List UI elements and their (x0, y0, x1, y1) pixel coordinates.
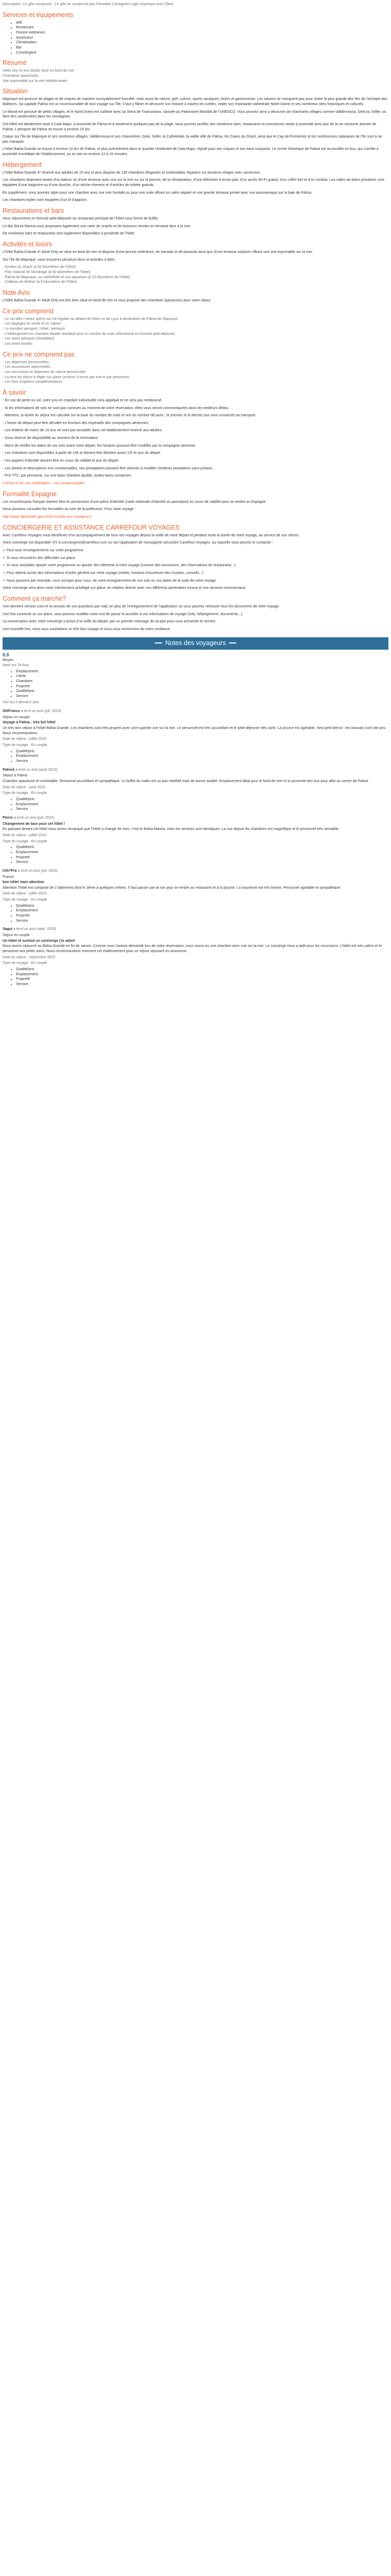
review-type: Type de voyage : En couple (3, 839, 47, 843)
cancellation-link[interactable]: Crèche et lits non modifiables – non remboursables (3, 482, 85, 486)
review-header (3, 869, 388, 874)
savoir-title: À savoir (3, 388, 26, 396)
criteria-item: • Qualité/prix (16, 797, 388, 802)
list-item: • Conciergerie (16, 50, 388, 56)
situation-title: Situation (3, 88, 28, 95)
review-type: Type de voyage : En couple (3, 791, 47, 795)
conciergerie-paragraph: ✓ Si vous rencontrez des difficultés sur place (3, 556, 75, 560)
list-item: • Bar (16, 45, 388, 50)
review-card (3, 927, 388, 987)
criteria-item: • Chambres (16, 679, 388, 684)
restauration-paragraph: Le Bar Bonia Marina vous proposera également une carte de snacks et de boissons servies en terrasse face à la mer. (3, 224, 191, 228)
banner-rule (155, 642, 162, 643)
review-date: a écrit un avis (sept. 2023) (13, 927, 56, 931)
conciergerie-title: CONCIERGERIE ET ASSISTANCE CARREFOUR VOYAGES (3, 523, 180, 531)
criteria-item: • Service (16, 807, 388, 812)
review-author: Pierre (3, 816, 13, 820)
savoir-paragraph: - L’heure de départ peut être décalée en fonction des impératifs des compagnies aériennes. (3, 421, 150, 425)
review-body: Chambre spacieuse et confortable. Personnel accueillant et sympathique. Le buffet du matin est un peu répétitif mais de bonne qualité. Emplacement idéal pour le bord de mer et la proximité des bus pour aller au centre de Palma. (3, 779, 369, 783)
review-header (3, 927, 388, 932)
overall-rating (3, 652, 388, 705)
criteria-list (3, 669, 388, 699)
criteria-item: • Propreté (16, 977, 388, 982)
review-title: Changement de taxe pour cet hôtel ! (3, 822, 65, 826)
conciergerie-paragraph: ✓ Pour tous renseignements sur votre programme (3, 549, 84, 552)
comprend-title: Ce prix comprend (3, 307, 54, 315)
savoir-list (3, 398, 388, 486)
review-date: a écrit un avis (juin 2023) (13, 816, 55, 820)
services-title: Services et équipements (3, 11, 73, 19)
conciergerie-paragraph: Votre concierge est disponible 7j/7 à conciergerie@carrefour.com ou via l’application de messagerie sécurisée Carrefour Voyages, sur laquelle vous pouvez le contacter : (3, 541, 273, 545)
review-card (3, 816, 388, 865)
list-item: • Climatisation (16, 40, 388, 45)
review-stay-date: Date du séjour : juillet 2023 (3, 737, 46, 741)
list-item: - L’hébergement en chambre double standard pour le nombre de nuits sélectionné en formule petit-déjeuner (3, 332, 175, 336)
restauration-paragraph: Vous séjournerez en formule petit-déjeuner au restaurant principal de l’hôtel sous forme de buffet. (3, 217, 159, 221)
criteria-item: • Propreté (16, 855, 388, 860)
criteria-item: • Emplacement (16, 908, 388, 913)
review-header (3, 768, 388, 773)
hebergement-paragraph: Les chambres triples sont équipées d’un lit d’appoint. (3, 198, 88, 202)
savoir-paragraph: - Vos papiers d’identité doivent être en cours de validité le jour du départ. (3, 459, 120, 463)
review-author: Sagui (3, 927, 13, 931)
formalite-paragraph: Les ressortissants français doivent être en possession d’une pièce d’identité (carte nationale d’identité ou passeport) en cours de validité pour se rendre en Espagne. (3, 500, 267, 504)
page (3, 0, 388, 1001)
list-item: • Piscine extérieure (16, 30, 388, 36)
hebergement-paragraph: En supplément, vous pourrez opter pour une chambre avec vue mer frontale ou pour une suite offrant un salon séparé et une grande terrasse privée avec vue panoramique sur la baie de Palma. (3, 191, 313, 195)
criteria-item: • Service (16, 982, 388, 987)
criteria-item: • Qualité/prix (16, 967, 388, 972)
intro-text: Description: Ce gîte comprend : Ce gîte ne comprend pas Formalité Consignée Logis Impotsion Avis Client (3, 3, 173, 6)
criteria-item: • Emplacement (16, 972, 388, 977)
review-stay-type: Séjour en couple (3, 715, 30, 719)
review-criteria (3, 904, 388, 924)
review-date: a écrit un avis (juil. 2023) (21, 709, 61, 714)
pascomprend-list (3, 360, 388, 385)
notes-banner (3, 637, 388, 650)
situation-paragraph: Majorque est pourvue de plages et de criques de manière incroyablement honnête, mais aussi de nature, golf, culture, sports nautiques, loisirs et gastronomie. Les raisons ne manquent pas pour visiter la plus grande des îles de l’archipel des Baléares. Sa capitale Palma est un incontournable de tout voyage sur l’île, il faut y flâner et découvrir son histoire à travers les ruelles, visiter son imposante cathédrale Notre-Dame et ses nombreux sites historiques et culturels. (3, 97, 387, 106)
review-stay-date: Date du séjour : juillet 2023 (3, 892, 46, 896)
list-item: - Les excursions et dépenses de nature personnelle (3, 370, 86, 374)
list-item: • Ascenseur (16, 36, 388, 41)
review-criteria (3, 797, 388, 812)
list-item: • Restaurant (16, 25, 388, 30)
resume-line: Chambres spacieuses (3, 74, 39, 78)
criteria-item: • Emplacement (16, 669, 388, 674)
list-item: - Le transfert aéroport / hôtel / aéroport (3, 327, 65, 331)
hebergement-title: Hébergement (3, 161, 42, 168)
list-item: - Les bagages en soute et en cabine (3, 322, 61, 326)
situation-paragraph: Coque sur l’île de Majorque et ses nombreux villages, Valldemossa et ses chaumières, Deià, Sóller, la Cathédrale, la vieille ville de Palma, les Caves du Drach, ainsi que le Cap de Formentor et les nombreuses calanques de l’île sont à ne pas manquer. (3, 135, 382, 144)
noteavis-paragraph: L’hôtel Bahia Grande 4* Adult Only est très bien situé en bord de mer et vous propose des chambres spacieuses pour votre séjour. (3, 298, 211, 302)
review-criteria (3, 967, 388, 987)
review-stay-type: Séjour en couple (3, 934, 30, 938)
place-item: · Grottes du Drach (à 60 kilomètres de l’hôtel) (3, 265, 76, 269)
review-type: Type de voyage : En couple (3, 961, 47, 965)
criteria-item: • Literie (16, 674, 388, 679)
situation-paragraph: Le littoral est ponctué de petits villages, et le Nord-Ouest est sublime avec sa Serra de Tramuntana, classée au Patrimoine Mondial de l’UNESCO. Vous pourrez ainsi y découvrir de charmants villages comme Valldemossa, Deià ou Sóller, ou faire des randonnées dans les montagnes. (3, 110, 386, 119)
activites-paragraph: Sur l’île de Majorque, vous trouverez plusieurs lieux et activités à faire : (3, 258, 117, 262)
review-date: a écrit un avis (juil. 2023) (18, 869, 58, 873)
review-title: Voyage à Palma : très bel hôtel (3, 721, 56, 725)
comment-paragraph: Une dernière version suivi et la session de vos questions par mail, en plus de l’enregistrement de l’application où vous pourrez retrouver tous les documents de votre voyage. (3, 604, 280, 608)
resume-line: Vue imprenable sur la mer Méditerranée (3, 79, 68, 83)
review-card (3, 768, 388, 812)
review-body: Attention l’hôtel est composé de 2 bâtiments dont le 2ème à quelques mètres. Il faut passer par la rue pour se rendre au restaurant et à la piscine. La nourriture est très bonne. Personnel agréable et sympathique. (3, 886, 341, 890)
review-body: Un très bon séjour à l’hôtel Bahia Grande. Les chambres sont très propres avec une superbe vue sur la mer. Le personnel est très accueillant et le petit-déjeuner très varié. La piscine est agréable. Seul petit bémol : les transats sont vite pris. Nous recommandons. (3, 726, 386, 735)
savoir-paragraph: - Si les informations de vols ne sont pas connues au moment de votre réservation, elles vous seront communiquées dans les meilleurs délais. (3, 406, 229, 410)
list-item: - La taxe de séjour à régler sur place (environ 3 euros par nuit et par personne) (3, 375, 129, 379)
resume-title: Résumé (3, 59, 27, 67)
savoir-paragraph: - En cas de perte ou vol, votre prix en chambre individuelle sera appliqué et ne sera pas remboursé. (3, 398, 162, 402)
review-criteria (3, 749, 388, 764)
criteria-item: • Emplacement (16, 802, 388, 807)
overall-based: basé sur 78 Avis (3, 663, 29, 667)
review-stay-date: Date du séjour : août 2023 (3, 785, 45, 789)
review-stay-date: Date du séjour : septembre 2023 (3, 955, 55, 959)
review-criteria (3, 845, 388, 865)
restauration-title: Restaurations et bars (3, 207, 64, 215)
criteria-item: • Qualité/prix (16, 845, 388, 850)
review-type: Type de voyage : En couple (3, 743, 47, 748)
savoir-paragraph: - Attention, la durée du séjour est calculée sur la base du nombre de nuits et non du nombre de jours : le premier et le dernier jour sont consacrés au transport. (3, 414, 256, 418)
review-author: Patrick (3, 768, 15, 772)
list-item: - Les frais d’options complémentaires (3, 380, 62, 384)
situation-paragraph: Cet hôtel est idéalement situé à Cala Major, à proximité de Palma et à seulement quelques pas de la plage. Vous pourrez profiter des nombreux bars, restaurants et commerces situés à proximité ainsi que de la vie nocturne animée de Palma. L’aéroport de Palma se trouve à environ 15 km. (3, 122, 377, 131)
resume-block (3, 69, 388, 83)
savoir-paragraph: - Les chambres sont disponibles à partir de 14h et doivent être libérées avant 12h le jour du départ. (3, 451, 161, 455)
review-stay-date: Date du séjour : juillet 2023 (3, 833, 46, 837)
noteavis-title: Note Avis (3, 289, 30, 296)
place-item: · Château de Bellver (à 5 kilomètres de l’hôtel) (3, 280, 77, 284)
formalite-paragraph: Nous pouvons consulter les formalités au sein de la préfecture. Pour votre voyage : (3, 507, 136, 512)
review-author: StéFrance (3, 709, 20, 714)
pascomprend-title: Ce prix ne comprend pas (3, 350, 75, 358)
reviews-count: Voir les 5 derniers avis (3, 701, 39, 705)
criteria-item: • Service (16, 919, 388, 924)
list-item: - Les assurances optionnelles (3, 365, 51, 369)
comment-paragraph: Une fois connecté ou sur place, vous pourrez modifier votre mot de passe et accéder à vos informations de voyage (vols, hébergement, documents...). (3, 612, 243, 616)
review-author: Clér*Fra (3, 869, 17, 873)
list-item: • Wifi (16, 21, 388, 26)
activites-places (3, 265, 388, 285)
conciergerie-paragraph: Votre concierge sera alors votre interlocuteur privilégié sur place, en relation directe avec nos différents partenaires locaux et nos services commerciaux. (3, 586, 247, 590)
savoir-paragraph: - Merci de vérifier les dates de vos vols avant votre départ, les horaires pouvant être modifiés par la compagnie aérienne. (3, 444, 197, 448)
criteria-item: • Qualité/prix (16, 689, 388, 694)
list-item: - Les taxes aéroport (révisables) (3, 337, 55, 341)
resume-line: Hôtel chic et eco adulte situé en bord de mer (3, 69, 74, 73)
review-stay-type: France (3, 875, 14, 879)
criteria-item: • Emplacement (16, 850, 388, 855)
situation-paragraph: L’hôtel Bahia Grande se trouve à environ 10 km de Palma, et plus précisément dans le quartier résidentiel de Cala Major, réputé pour ses criques et ses eaux turquoise. Le centre historique de Palma est accessible en bus, qui s’arrête à proximité immédiate de l’établissement, ou en taxi en environ 10 à 15 minutes. (3, 147, 379, 157)
review-type: Type de voyage : En couple (3, 898, 47, 902)
overall-label: Moyen (3, 658, 14, 663)
formalite-link[interactable]: http://www.diplomatie.gouv.fr/fr/conseils-aux-voyageurs/ (3, 515, 92, 519)
review-header (3, 816, 388, 821)
comment-paragraph: Une nouvelle fois, nous vous souhaitons un très bon voyage et nous vous remercions de votre confiance. (3, 627, 171, 631)
banner-rule (229, 642, 236, 643)
conciergerie-paragraph: ✓ Pour obtenir accès des informations d’ordre général sur votre voyage (météo, horaires d’ouverture des musées, conseils...) (3, 571, 204, 575)
activites-title: Activités et loisirs (3, 241, 52, 248)
activites-paragraph: L’hôtel Bahia Grande 4* Adult Only se situe en bord de mer et dispose d’une piscine extérieure, de transats et de parasols ainsi que d’une terrasse solarium offrant une vue imprenable sur la mer. (3, 250, 313, 255)
criteria-item: • Qualité/prix (16, 749, 388, 754)
criteria-item: • Propreté (16, 913, 388, 919)
savoir-paragraph: - Prix TTC, par personne, sur une base chambre double, toutes taxes comprises. (3, 474, 132, 478)
place-item: · Parc Natural de Mondragó (à 60 kilomètres de l’hôtel) (3, 270, 91, 274)
criteria-item: • Service (16, 860, 388, 865)
review-title: Un hôtel et surtout un concierge j’ai adoré (3, 939, 75, 943)
list-item: - Le vol aller / retour opéré sur vol régulier au départ de Paris ou de Lyon à destination de Palma de Majorque (3, 317, 178, 321)
hebergement-paragraph: Les chambres disposent toutes d’un balcon ou d’une terrasse avec vue sur la mer ou sur la piscine, de la climatisation, d’une télévision à écran plat, d’un accès Wi-Fi gratuit, d’un coffre-fort et d’un minibar. Les salles de bains privatives sont équipées d’une baignoire ou d’une douche, d’un sèche-cheveux et d’articles de toilette gratuits. (3, 178, 384, 188)
services-list (3, 21, 388, 56)
notes-title: Notes des voyageurs (165, 639, 226, 647)
criteria-item: • Service (16, 694, 388, 699)
list-item: - Les taxes locales (3, 342, 32, 346)
conciergerie-paragraph: ✓ Si vous souhaitez ajouter votre programme ou ajouter des éléments à votre voyage (comme des excursions, des réservations de restaurants...) (3, 564, 236, 568)
review-card (3, 709, 388, 764)
review-header (3, 709, 388, 714)
place-item: · Palma de Majorque, sa cathédrale et son aquarium (à 10 kilomètres de l’hôtel) (3, 275, 131, 279)
overall-score: 8,8 (3, 652, 9, 657)
review-stay-type: Séjour à Palma (3, 774, 27, 778)
conciergerie-paragraph: ✓ Nous pouvons par exemple, vous occuper pour vous, de votre enregistrement de vos vols ou vos dates de la suite de votre voyage. (3, 579, 217, 583)
review-body: En passant devant cet hôtel nous avons remarqué que l’hôtel a changé de nom, c’est le Bahia Marina, mais les services sont identiques. La vue depuis les chambres est magnifique et le personnel très serviable. (3, 827, 339, 832)
comment-title: Comment ça marche? (3, 595, 66, 602)
criteria-item: • Propreté (16, 684, 388, 689)
comment-paragraph: La conversation avec votre concierge s’active à la veille du départ, par un premier message de sa part pour vous présenter le service. (3, 620, 217, 624)
savoir-paragraph: - Les enfants de moins de 16 ans ne sont pas acceptés dans cet établissement réservé aux adultes. (3, 429, 163, 433)
review-body: Nous avons séjourné au Bahia Grande en fin de saison. Comme nous l’avions demandé lors de notre réservation, nous avons eu une chambre avec vue sur la mer. Le concierge nous a aidé pour les excursions. L’hôtel est très calme et le personnel aux petits soins. Nous recommandons vivement cet établissement pour un séjour reposant en amoureux. (3, 944, 382, 954)
review-card (3, 869, 388, 924)
formalite-title: Formalité Espagne (3, 490, 57, 498)
criteria-item: • Emplacement (16, 754, 388, 759)
restauration-paragraph: De nombreux bars et restaurants sont également disponibles à proximité de l’hôtel. (3, 232, 136, 236)
savoir-paragraph: - Sous réserve de disponibilité au moment de la réservation. (3, 436, 99, 440)
list-item: - Les dépenses personnelles (3, 360, 49, 364)
conciergerie-paragraph: Avec Carrefour Voyages vous bénéficiez d’un accompagnement de tous vos voyages depuis la veille de votre départ et pendant toute la durée de votre voyage, au service de nos clients. (3, 533, 300, 537)
criteria-item: • Service (16, 759, 388, 764)
review-title: bon hôtel mais attention (3, 880, 44, 885)
hebergement-paragraph: L’hôtel Bahia Grande 4* réservé aux adultes de 16 ans et plus dispose de 135 chambres élégantes et confortables réparties sur plusieurs étages avec ascenseur. (3, 171, 261, 175)
criteria-item: • Qualité/prix (16, 904, 388, 909)
savoir-paragraph: - Les photos et descriptions non contractuelles, nos prestataires pouvant être amenés à modifier certaines prestations sans préavis. (3, 466, 214, 470)
comprend-list (3, 317, 388, 347)
review-date: a écrit un avis (août 2023) (15, 768, 58, 772)
